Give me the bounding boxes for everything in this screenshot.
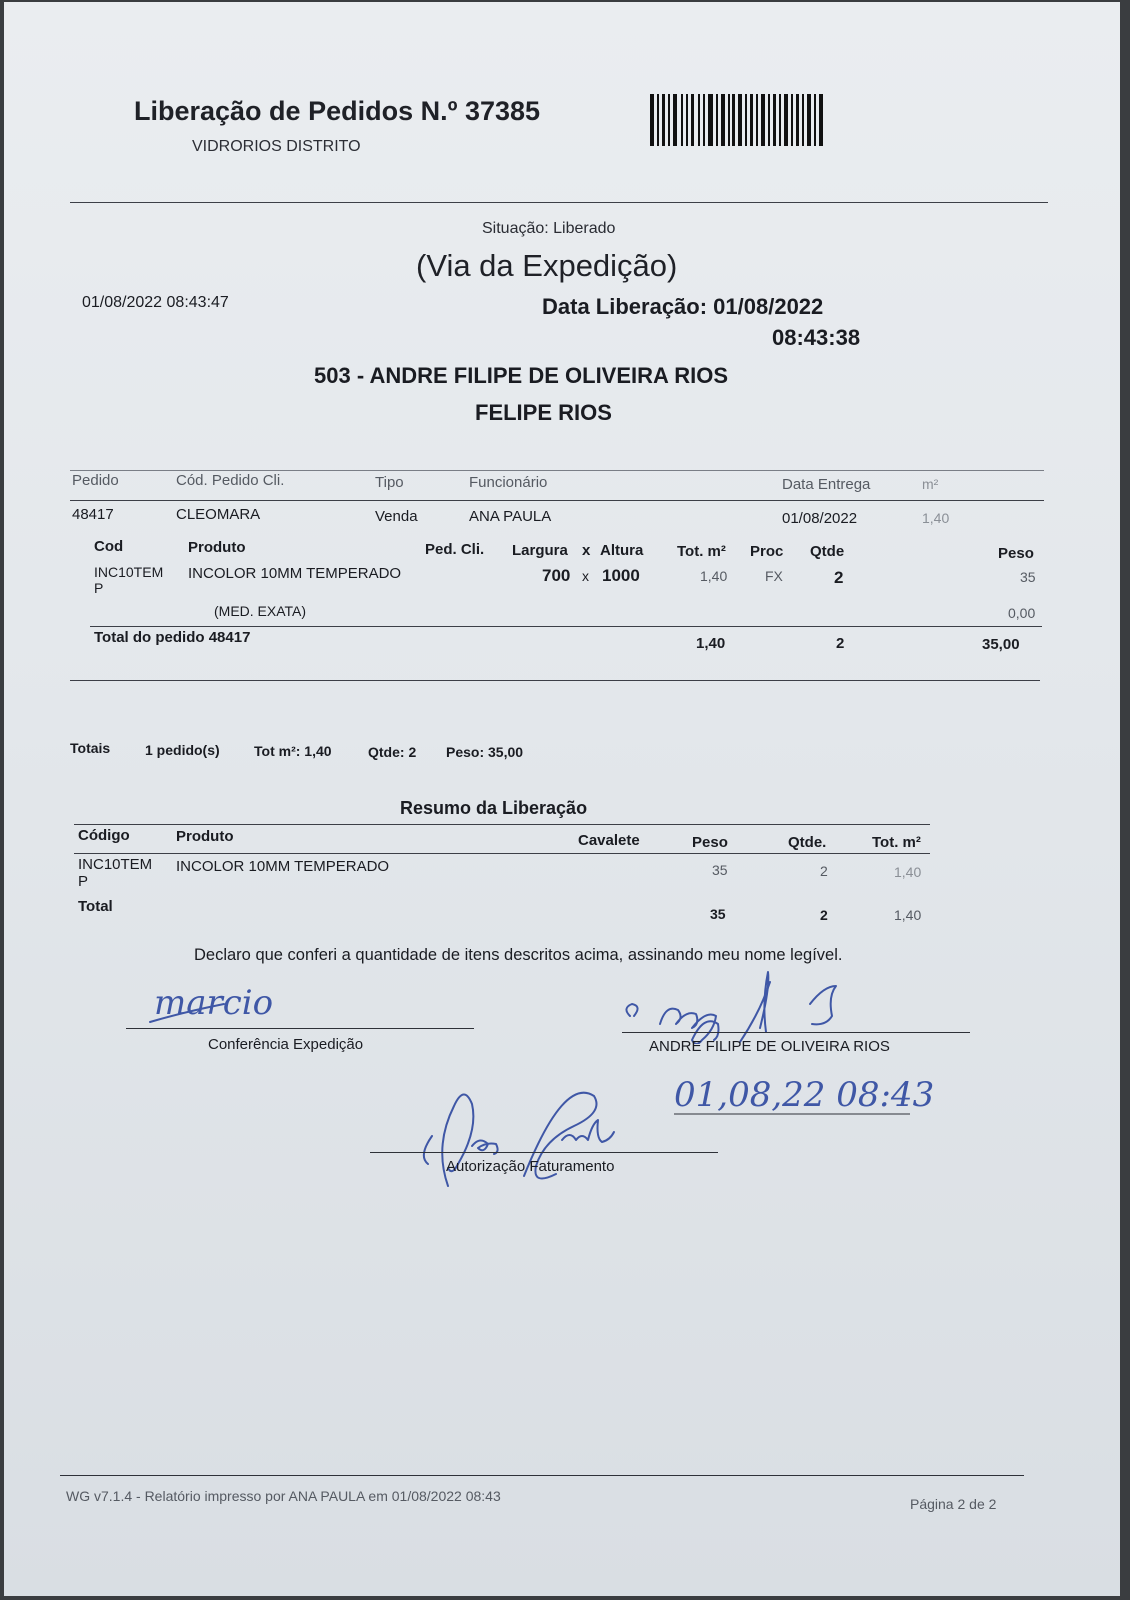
summary-col-qtde: Qtde. [788, 834, 827, 851]
order-m2: 1,40 [922, 510, 950, 526]
summary-total-qtde: 2 [820, 907, 828, 923]
totals-qtde: Qtde: 2 [368, 744, 417, 760]
item-col-cod: Cod [94, 538, 124, 555]
signature-label-client: ANDRE FILIPE DE OLIVEIRA RIOS [649, 1038, 890, 1055]
totals-label: Totais [70, 740, 111, 756]
item-col-largura: Largura [512, 542, 568, 559]
declaration-text: Declaro que conferi a quantidade de itens descritos acima, assinando meu nome legível. [194, 946, 843, 964]
item-cod-line2: P [94, 580, 104, 596]
order-total-peso: 35,00 [982, 636, 1020, 653]
signature-line-autorizacao [370, 1152, 718, 1153]
col-tipo: Tipo [375, 474, 404, 491]
summary-total-label: Total [78, 898, 113, 915]
summary-col-tot-m2: Tot. m² [872, 834, 921, 851]
barcode-icon [650, 94, 824, 146]
signature-line-client [622, 1032, 970, 1033]
footer-printed-by: WG v7.1.4 - Relatório impresso por ANA PAULA em 01/08/2022 08:43 [66, 1488, 501, 1504]
signature-marcio [144, 982, 344, 1032]
summary-header-line [74, 853, 930, 854]
order-total-m2: 1,40 [696, 635, 726, 652]
item-col-tot-m2: Tot. m² [677, 543, 726, 560]
status-label: Situação: Liberado [482, 220, 616, 237]
item-cod-line1: INC10TEM [94, 564, 164, 580]
item-col-proc: Proc [750, 543, 784, 560]
item-altura: 1000 [602, 566, 640, 585]
item-x: x [582, 568, 589, 584]
summary-top-line [74, 824, 930, 825]
order-table-top [70, 470, 1044, 471]
item-peso: 35 [1020, 569, 1036, 585]
summary-produto: INCOLOR 10MM TEMPERADO [176, 858, 390, 875]
order-total-qtde: 2 [836, 635, 845, 652]
col-pedido: Pedido [72, 472, 119, 489]
col-funcionario: Funcionário [469, 474, 548, 491]
item-proc: FX [765, 568, 783, 584]
order-total-label: Total do pedido 48417 [94, 629, 251, 646]
document-page [4, 2, 1120, 1596]
printed-datetime: 01/08/2022 08:43:47 [82, 294, 229, 311]
item-col-x: x [582, 542, 591, 559]
summary-peso: 35 [712, 862, 728, 878]
release-date: Data Liberação: 01/08/2022 [542, 294, 824, 319]
order-tipo: Venda [375, 508, 418, 525]
footer-line [60, 1475, 1024, 1476]
item-col-peso: Peso [998, 545, 1034, 562]
via-title: (Via da Expedição) [416, 248, 678, 283]
item-col-altura: Altura [600, 542, 644, 559]
order-cod-pedido-cli: CLEOMARA [176, 506, 261, 523]
col-cod-pedido-cli: Cód. Pedido Cli. [176, 472, 285, 489]
summary-total-tot-m2: 1,40 [894, 907, 922, 923]
order-pedido: 48417 [72, 506, 114, 523]
item-largura: 700 [542, 566, 571, 585]
footer-page-number: Página 2 de 2 [910, 1496, 997, 1512]
svg-text:01,08,22 08:43: 01,08,22 08:43 [674, 1075, 935, 1115]
summary-total-peso: 35 [710, 906, 726, 922]
client-name: 503 - ANDRE FILIPE DE OLIVEIRA RIOS [314, 363, 728, 388]
summary-codigo-line1: INC10TEM [78, 856, 153, 873]
summary-col-cavalete: Cavalete [578, 832, 640, 849]
signature-label-conferencia: Conferência Expedição [208, 1036, 364, 1053]
document-title: Liberação de Pedidos N.º 37385 [134, 96, 541, 126]
company-name: VIDRORIOS DISTRITO [192, 138, 361, 155]
client-alias: FELIPE RIOS [475, 400, 612, 425]
item-note: (MED. EXATA) [214, 603, 307, 619]
summary-title: Resumo da Liberação [400, 798, 588, 818]
summary-col-produto: Produto [176, 828, 234, 845]
signature-label-autorizacao: Autorização Faturamento [446, 1158, 615, 1175]
col-data-entrega: Data Entrega [782, 476, 871, 493]
summary-codigo-line2: P [78, 873, 89, 890]
item-col-ped-cli: Ped. Cli. [425, 541, 485, 558]
totals-m2: Tot m²: 1,40 [254, 743, 332, 759]
order-data-entrega: 01/08/2022 [782, 510, 858, 527]
col-m2: m² [922, 476, 939, 492]
handwritten-date [670, 1066, 960, 1122]
release-time: 08:43:38 [772, 325, 861, 350]
summary-col-codigo: Código [78, 827, 130, 844]
summary-qtde: 2 [820, 863, 828, 879]
summary-col-peso: Peso [692, 834, 728, 851]
item-col-qtde: Qtde [810, 543, 845, 560]
header-divider [70, 202, 1048, 203]
item-note-peso: 0,00 [1008, 605, 1036, 621]
item-tot-m2: 1,40 [700, 568, 728, 584]
totals-peso: Peso: 35,00 [446, 744, 524, 760]
order-funcionario: ANA PAULA [469, 508, 552, 525]
order-total-line [90, 626, 1042, 627]
summary-tot-m2: 1,40 [894, 864, 922, 880]
order-table-bottom [70, 680, 1040, 681]
totals-pedidos: 1 pedido(s) [145, 742, 220, 758]
item-qtde: 2 [834, 568, 844, 587]
item-col-produto: Produto [188, 539, 246, 556]
item-produto: INCOLOR 10MM TEMPERADO [188, 565, 402, 582]
signature-line-conferencia [126, 1028, 474, 1029]
order-header-line [70, 500, 1044, 501]
svg-text:marcio: marcio [154, 983, 274, 1023]
